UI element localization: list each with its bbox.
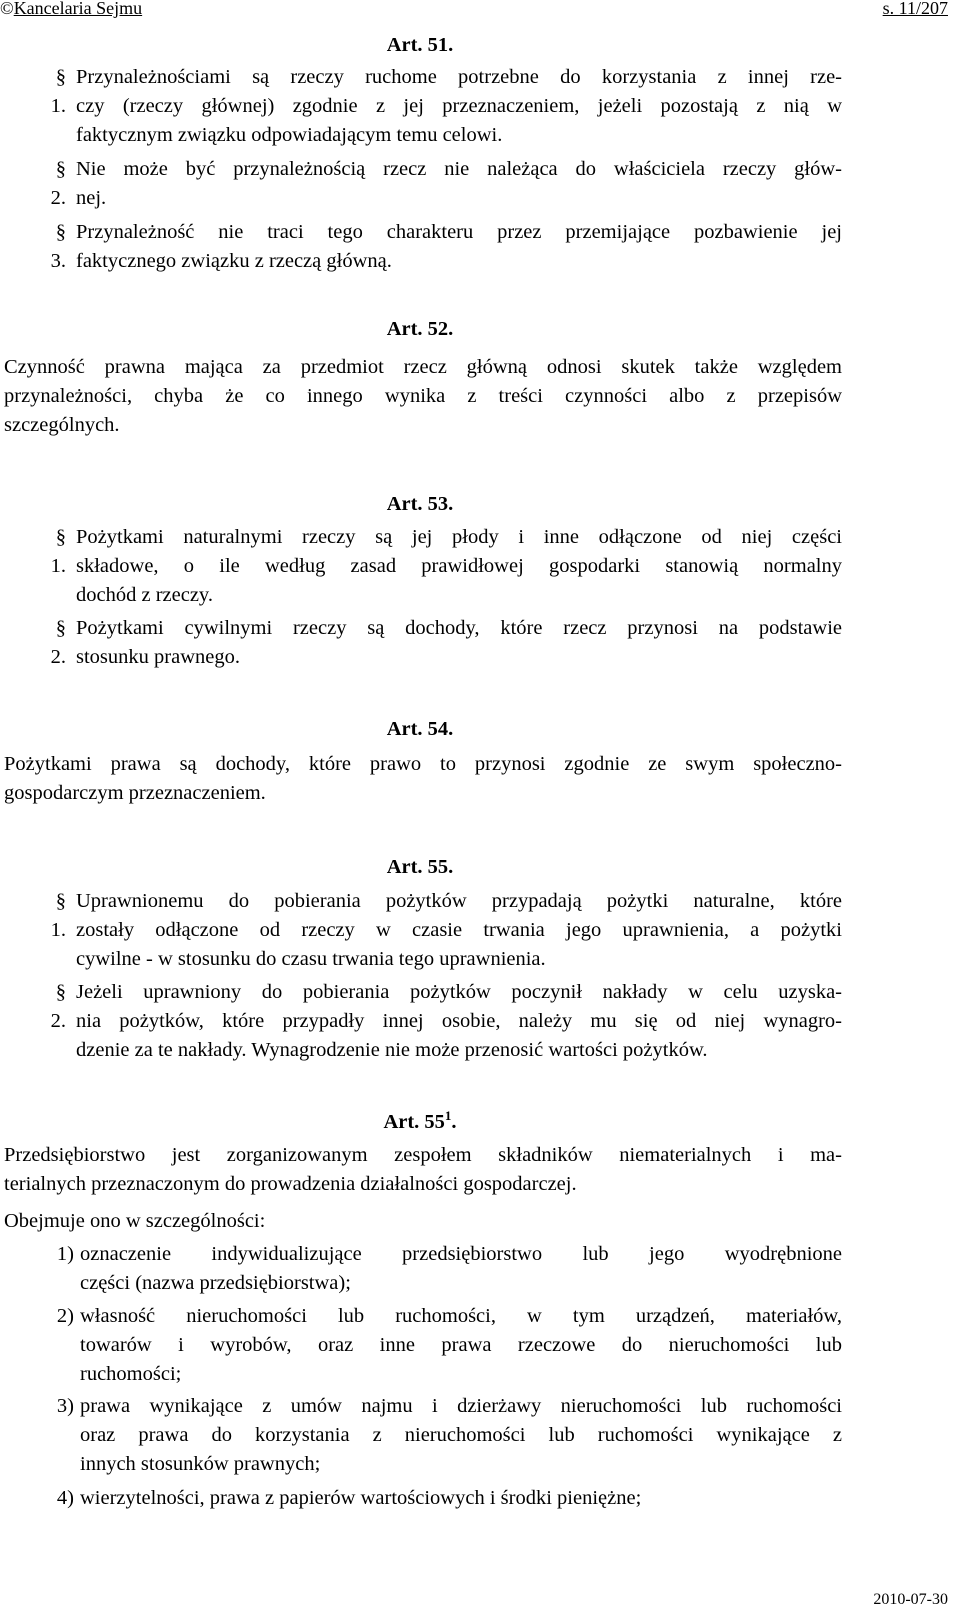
heading-superscript: 1 <box>444 1108 452 1124</box>
text-line: faktycznym związku odpowiadającym temu celowi. <box>76 124 503 146</box>
publisher-header <box>0 0 142 19</box>
list-item-1-number: 1) <box>56 1243 74 1265</box>
art53-par2-number: § 2. <box>50 617 66 668</box>
article-55-1-heading <box>0 1108 840 1137</box>
text-line: faktycznego związku z rzeczą główną. <box>76 250 392 272</box>
text-line: nia pożytków, które przypadły innej osobie, należy mu się od niej wynagro- <box>76 1010 842 1032</box>
text-line: Nie może być przynależnością rzecz nie należąca do właściciela rzeczy głów- <box>76 158 842 180</box>
text-line: wierzytelności, prawa z papierów wartościowych i środki pieniężne; <box>80 1487 642 1509</box>
copyright-symbol: © <box>0 0 14 18</box>
text-line: dochód z rzeczy. <box>76 584 213 606</box>
text-line: Jeżeli uprawniony do pobierania pożytków poczynił nakłady w celu uzyska- <box>76 981 842 1003</box>
art51-par3-number: § 3. <box>50 221 66 272</box>
text-line: Przynależnościami są rzeczy ruchome potrzebne do korzystania z innej rze- <box>76 66 842 88</box>
text-line: dzenie za te nakłady. Wynagrodzenie nie może przenosić wartości pożytków. <box>76 1039 708 1061</box>
text-line: oznaczenie indywidualizujące przedsiębiorstwo lub jego wyodrębnione <box>80 1243 842 1265</box>
text-line: cywilne - w stosunku do czasu trwania tego uprawnienia. <box>76 948 546 970</box>
heading-suffix: . <box>451 1111 457 1133</box>
list-item-2-number: 2) <box>56 1305 74 1327</box>
art54-text <box>4 750 842 808</box>
list-item-4-text <box>80 1484 842 1513</box>
list-item-3-text <box>80 1392 842 1479</box>
list-item-2-text <box>80 1302 842 1389</box>
article-53-heading: Art. 53. <box>386 493 454 515</box>
text-line: Pożytkami naturalnymi rzeczy są jej płody i inne odłączone od niej części <box>76 526 842 548</box>
text-line: zostały odłączone od rzeczy w czasie trwania jego uprawnienia, a pożytki <box>76 919 842 941</box>
text-line: Uprawnionemu do pobierania pożytków przypadają pożytki naturalne, które <box>76 890 842 912</box>
page-number[interactable]: s. 11/207 <box>882 0 948 18</box>
art55-par1-number: § 1. <box>50 890 66 941</box>
text-line: Czynność prawna mająca za przedmiot rzecz główną odnosi skutek także względem <box>4 356 842 378</box>
text-line: ruchomości; <box>80 1363 182 1385</box>
article-55-heading: Art. 55. <box>386 856 454 878</box>
text-line: innych stosunków prawnych; <box>80 1453 321 1475</box>
text-line: gospodarczym przeznaczeniem. <box>4 782 266 804</box>
publisher-link[interactable]: Kancelaria Sejmu <box>13 0 143 18</box>
art55-1-text <box>4 1141 842 1199</box>
text-line: przynależności, chyba że co innego wynika z treści czynności albo z przepisów <box>4 385 842 407</box>
text-line: części (nazwa przedsiębiorstwa); <box>80 1272 351 1294</box>
text-line: szczególnych. <box>4 414 120 436</box>
text-line: nej. <box>76 187 107 209</box>
article-54-heading: Art. 54. <box>386 718 454 740</box>
art53-par2-text <box>76 614 842 672</box>
art51-par2-number: § 2. <box>50 158 66 209</box>
list-item-3-number: 3) <box>56 1395 74 1417</box>
text-line: oraz prawa do korzystania z nieruchomości lub ruchomości wynikające z <box>80 1424 842 1446</box>
art55-par1-text <box>76 887 842 974</box>
art51-par3-text <box>76 218 842 276</box>
text-line: stosunku prawnego. <box>76 646 240 668</box>
art55-1-intro: Obejmuje ono w szczególności: <box>4 1210 266 1232</box>
text-line: Pożytkami prawa są dochody, które prawo to przynosi zgodnie ze swym społeczno- <box>4 753 842 775</box>
text-line: terialnych przeznaczonym do prowadzenia działalności gospodarczej. <box>4 1173 577 1195</box>
art51-par1-text <box>76 63 842 150</box>
text-line: prawa wynikające z umów najmu i dzierżawy nieruchomości lub ruchomości <box>80 1395 842 1417</box>
document-date: 2010-07-30 <box>873 1591 948 1608</box>
text-line: składowe, o ile według zasad prawidłowej gospodarki stanowią normalny <box>76 555 842 577</box>
art53-par1-number: § 1. <box>50 526 66 577</box>
art55-par2-text <box>76 978 842 1065</box>
text-line: Przedsiębiorstwo jest zorganizowanym zespołem składników niematerialnych i ma- <box>4 1144 842 1166</box>
art52-text <box>4 353 842 440</box>
text-line: Przynależność nie traci tego charakteru przez przemijające pozbawienie jej <box>76 221 842 243</box>
text-line: czy (rzeczy głównej) zgodnie z jej przeznaczeniem, jeżeli pozostają z nią w <box>76 95 842 117</box>
art51-par2-text <box>76 155 842 213</box>
text-line: Pożytkami cywilnymi rzeczy są dochody, które rzecz przynosi na podstawie <box>76 617 842 639</box>
art53-par1-text <box>76 523 842 610</box>
heading-text: Art. 55 <box>383 1111 445 1133</box>
list-item-1-text <box>80 1240 842 1298</box>
art55-par2-number: § 2. <box>50 981 66 1032</box>
article-51-heading: Art. 51. <box>386 34 454 56</box>
art51-par1-number: § 1. <box>50 66 66 117</box>
article-52-heading: Art. 52. <box>386 318 454 340</box>
list-item-4-number: 4) <box>56 1487 74 1509</box>
text-line: towarów i wyrobów, oraz inne prawa rzeczowe do nieruchomości lub <box>80 1334 842 1356</box>
text-line: własność nieruchomości lub ruchomości, w tym urządzeń, materiałów, <box>80 1305 842 1327</box>
